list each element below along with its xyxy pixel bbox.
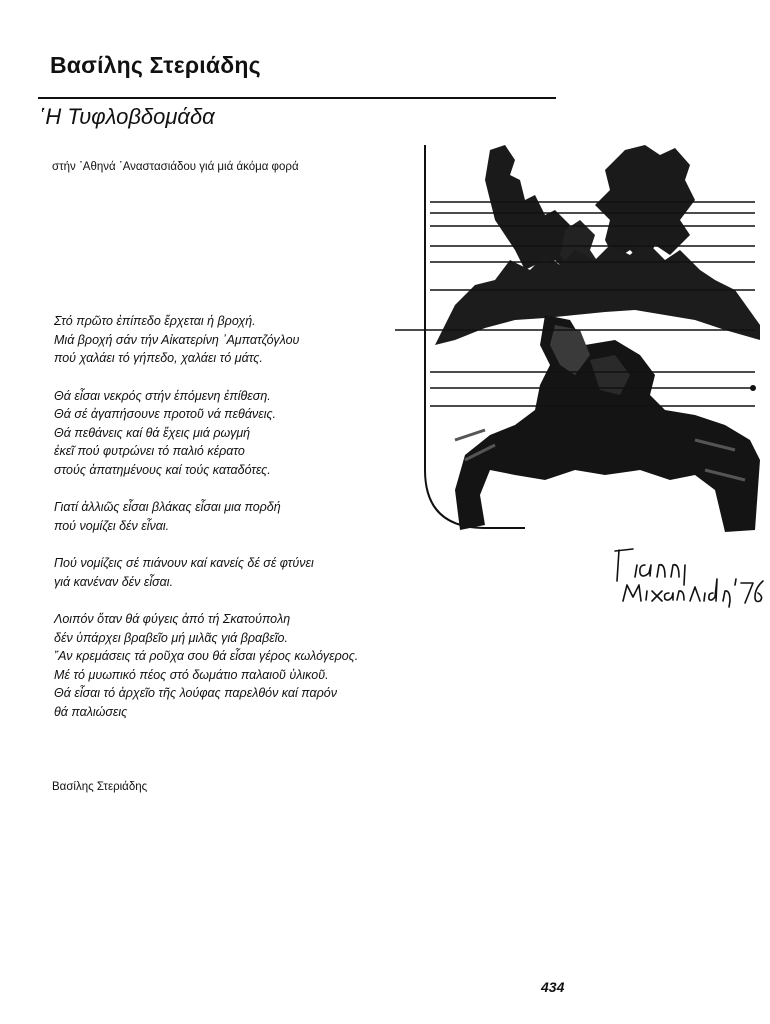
poem-line: Θά εἶσαι νεκρός στήν ἑπόμενη ἐπίθεση. — [54, 388, 271, 403]
poem-line: Μιά βροχή σάν τήν Αἰκατερίνη ᾿Αμπατζόγλου — [54, 332, 300, 347]
poem-line: πού νομίζει δέν εἶναι. — [54, 518, 170, 533]
stanza-5 — [54, 610, 474, 721]
poem-title: ῾Η Τυφλοβδομάδα — [38, 104, 215, 129]
poem-line: γιά κανέναν δέν εἶσαι. — [54, 574, 174, 589]
poem-line: Πού νομίζεις σέ πιάνουν καί κανείς δέ σέ φτύνει — [54, 556, 314, 570]
poem-line: στούς ἀπατημένους καί τούς καταδότες. — [54, 462, 271, 477]
dedication: στήν ᾿Αθηνά ᾿Αναστασιάδου γιά μιά άκόμα φορά — [52, 161, 299, 173]
poem-line: Θά πεθάνεις καί θά ἔχεις μιά ρωγμή — [54, 425, 251, 440]
poem-line: θά παλιώσεις — [54, 704, 128, 719]
poem-line: ἐκεῖ πού φυτρώνει τό παλιό κέρατο — [54, 444, 245, 458]
poem-line: πού χαλάει τό γήπεδο, χαλάει τό μάτς. — [54, 351, 263, 365]
poem-line: Γιατί ἀλλιῶς εἶσαι βλάκας εἶσαι μια πορδή — [54, 500, 281, 514]
stanza-4 — [54, 554, 474, 591]
signoff-author: Βασίλης Στεριάδης — [52, 781, 148, 793]
page-number: 434 — [541, 979, 565, 995]
poem-line: Μέ τό μυωπικό πέος στό δωμάτιο παλαιοῦ ὑλικοῦ. — [54, 667, 329, 682]
poem-line: Θά εἶσαι τό ἀρχεῖο τῆς λούφας παρελθόν καί παρόν — [54, 686, 337, 700]
author-name: Βασίλης Στεριάδης — [50, 52, 261, 78]
ink-illustration — [395, 140, 765, 540]
artist-signature — [605, 543, 765, 608]
header-rule — [38, 97, 556, 99]
poem-line: ῎Αν κρεμάσεις τά ροῦχα σου θά εἶσαι γέρος κωλόγερος. — [54, 649, 359, 663]
poem-line: δέν ὑπάρχει βραβεῖο μή μιλᾶς γιά βραβεῖο. — [54, 630, 288, 645]
poem-line: Λοιπόν ὅταν θά φύγεις ἀπό τή Σκατούπολη — [54, 612, 291, 626]
poem-line: Στό πρῶτο ἐπίπεδο ἔρχεται ἡ βροχή. — [54, 314, 256, 328]
poem-line: Θά σέ ἀγαπήσουνε προτοῦ νά πεθάνεις. — [54, 407, 277, 421]
